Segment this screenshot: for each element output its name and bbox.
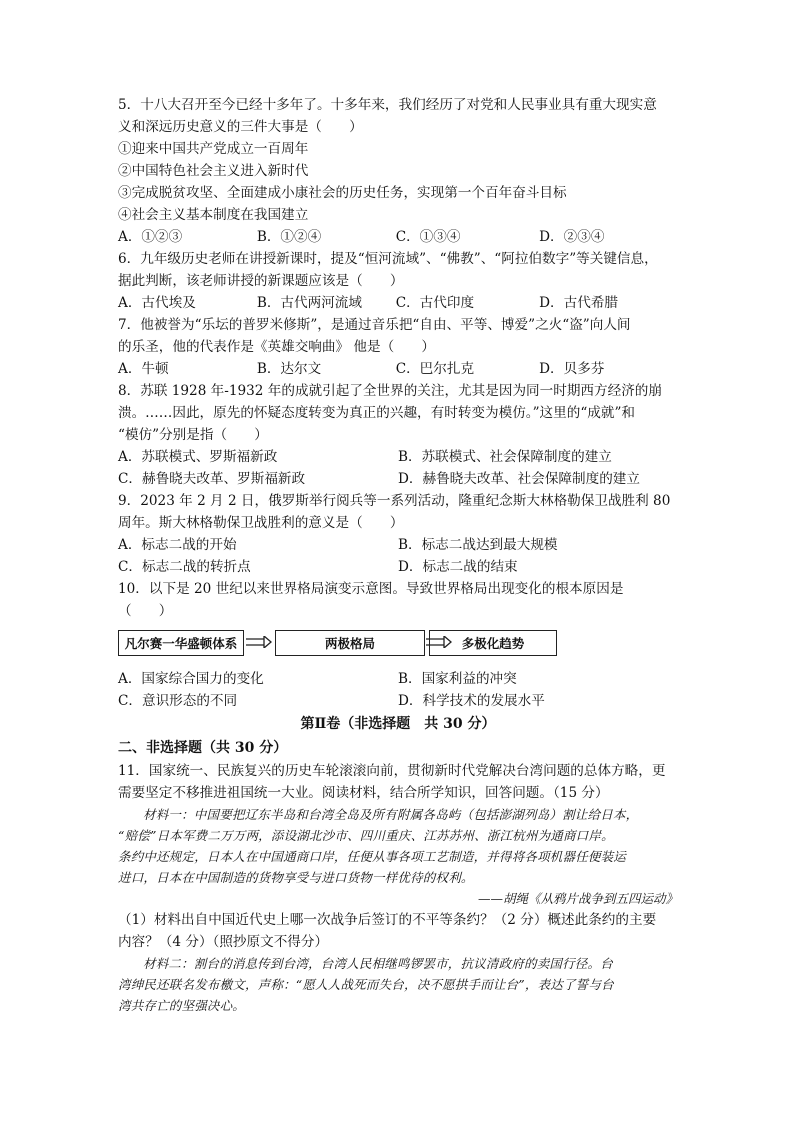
option-d: D．贝多芬 [539, 361, 605, 377]
question-stem: 10．以下是 20 世纪以来世界格局演变示意图。导致世界格局出现变化的根本原因是 [118, 581, 624, 597]
question-stem: 义和深远历史意义的三件大事是（ ） [118, 119, 363, 135]
question-stem: 据此判断，该老师讲授的新课题应该是（ ） [118, 273, 404, 289]
material-line: 材料一：中国要把辽东半岛和台湾全岛及所有附属各岛屿（包括澎湖列岛）割让给日本， [143, 807, 639, 822]
question-stem: 溃。……因此，原先的怀疑态度转变为真正的兴趣，有时转变为模仿。”这里的“成就”和 [118, 405, 636, 421]
question-stem: 周年。斯大林格勒保卫战胜利的意义是（ ） [118, 515, 404, 531]
answer-options [118, 226, 678, 248]
option-d: D．古代希腊 [539, 295, 619, 311]
option-b: B．①②④ [256, 229, 322, 245]
question-stem: 11．国家统一、民族复兴的历史车轮滚滚向前，贯彻新时代党解决台湾问题的总体方略，更 [118, 763, 666, 779]
answer-options [118, 358, 678, 380]
material-line: 湾绅民还联名发布檄文，声称：“愿人人战死而失台，决不愿拱手而让台”，表达了誓与台 [118, 977, 614, 992]
flow-box-bipolar: 两极格局 [275, 630, 425, 656]
question-8 [118, 380, 678, 490]
option-d: D．科学技术的发展水平 [398, 693, 545, 709]
option-a: A．国家综合国力的变化 [118, 671, 264, 687]
question-5 [118, 94, 678, 248]
option-a: A．①②③ [118, 229, 183, 245]
question-9 [118, 490, 678, 578]
option-d: D．标志二战的结束 [398, 559, 518, 575]
statement-item: ③完成脱贫攻坚、全面建成小康社会的历史任务，实现第一个百年奋斗目标 [118, 185, 567, 201]
option-d: D．赫鲁晓夫改革、社会保障制度的建立 [398, 471, 640, 487]
question-7 [118, 314, 678, 380]
answer-options [118, 534, 678, 556]
option-c: C．巴尔扎克 [395, 361, 475, 377]
option-c: C．标志二战的转折点 [118, 559, 251, 575]
option-c: C．古代印度 [395, 295, 475, 311]
sub-question-1: 内容？（4 分）（照抄原文不得分） [118, 934, 329, 950]
option-b: B．标志二战达到最大规模 [398, 537, 558, 553]
question-stem: 需要坚定不移推进祖国统一大业。阅读材料，结合所学知识，回答问题。（15 分） [118, 785, 609, 801]
material-line: 条约中还规定，日本人在中国通商口岸，任便从事各项工艺制造，并得将各项机器任便装运 [118, 849, 627, 864]
double-arrow-icon [246, 636, 272, 648]
answer-options [118, 468, 678, 490]
material-1 [118, 804, 678, 825]
question-stem: 的乐圣，他的代表作是《英雄交响曲》 他是（ ） [118, 339, 435, 355]
material-1-cont [118, 825, 678, 888]
question-stem: 8．苏联 1928 年-1932 年的成就引起了全世界的关注，尤其是因为同一时期西方经济的崩 [118, 383, 662, 399]
option-b: B．达尔文 [256, 361, 322, 377]
part-2-title: 第Ⅱ卷（非选择题 共 30 分） [300, 716, 496, 732]
material-line: 湾共存亡的坚强决心。 [118, 998, 246, 1013]
question-stem: 7．他被誉为“乐坛的普罗米修斯”，是通过音乐把“自由、平等、博爱”之火“盗”向人间 [118, 317, 631, 333]
question-stem: 5．十八大召开至今已经十多年了。十多年来，我们经历了对党和人民事业具有重大现实意 [118, 97, 657, 113]
option-a: A．古代埃及 [118, 295, 196, 311]
answer-options [118, 556, 678, 578]
flow-box-multipolar: 多极化趋势 [429, 630, 557, 656]
statement-item: ④社会主义基本制度在我国建立 [118, 207, 309, 223]
question-10 [118, 578, 678, 712]
material-2-cont [118, 974, 678, 1016]
material-line: “赔偿”日本军费二万万两，添设湖北沙市、四川重庆、江苏苏州、浙江杭州为通商口岸。 [118, 828, 614, 843]
material-line: 进口，日本在中国制造的货物享受与进口货物一样优待的权利。 [118, 870, 474, 885]
question-6 [118, 248, 678, 314]
option-a: A．标志二战的开始 [118, 537, 237, 553]
answer-options [118, 292, 678, 314]
material-2 [118, 953, 678, 974]
question-stem: “模仿”分别是指（ ） [118, 427, 268, 443]
question-stem: 9．2023 年 2 月 2 日，俄罗斯举行阅兵等一系列活动，隆重纪念斯大林格勒保卫战胜利 80 [118, 493, 671, 509]
statement-item: ①迎来中国共产党成立一百周年 [118, 141, 309, 157]
question-11 [118, 760, 678, 1016]
flow-box-versailles-washington: 凡尔赛一华盛顿体系 [118, 630, 244, 656]
exam-page [118, 94, 678, 1016]
answer-options [118, 690, 678, 712]
sub-question-1: （1）材料出自中国近代史上哪一次战争后签订的不平等条约？（2 分）概述此条约的主要 [118, 912, 657, 928]
world-pattern-flow-diagram [118, 624, 678, 664]
question-stem: （ ） [118, 603, 173, 619]
option-b: B．古代两河流域 [256, 295, 362, 311]
option-c: C．赫鲁晓夫改革、罗斯福新政 [118, 471, 306, 487]
option-a: A．牛顿 [118, 361, 169, 377]
answer-options [118, 668, 678, 690]
option-c: C．意识形态的不同 [118, 693, 238, 709]
question-stem: 6．九年级历史老师在讲授新课时，提及“恒河流域”、“佛教”、“阿拉伯数字”等关键信息， [118, 251, 658, 267]
material-line: 材料二：割台的消息传到台湾，台湾人民相继鸣锣罢市，抗议清政府的卖国行径。台 [143, 956, 613, 971]
option-c: C．①③④ [395, 229, 461, 245]
option-d: D．②③④ [539, 229, 605, 245]
material-source: ——胡绳《从鸦片战争到五四运动》 [477, 891, 678, 906]
option-b: B．苏联模式、社会保障制度的建立 [398, 449, 612, 465]
statement-item: ②中国特色社会主义进入新时代 [118, 163, 309, 179]
section-2-title: 二、非选择题（共 30 分） [118, 740, 288, 756]
option-a: A．苏联模式、罗斯福新政 [118, 449, 278, 465]
option-b: B．国家利益的冲突 [398, 671, 517, 687]
answer-options [118, 446, 678, 468]
